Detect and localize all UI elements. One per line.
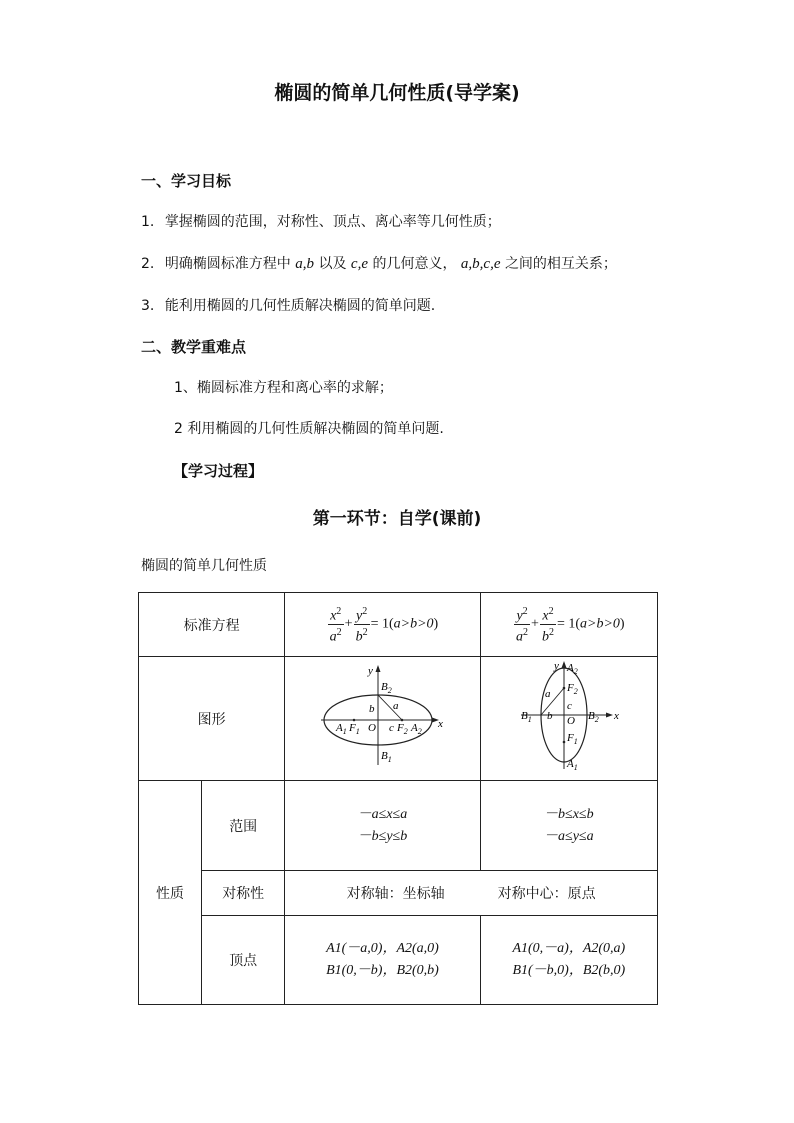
range-horizontal: －a≤x≤a －b≤y≤b <box>285 781 480 871</box>
section2-heading: 二、教学重难点 <box>141 338 247 356</box>
goal-text: 掌握椭圆的范围，对称性、顶点、离心率等几何性质； <box>164 214 501 230</box>
row-label-standard: 标准方程 <box>139 593 285 657</box>
keypoint-item: 2 利用椭圆的几何性质解决椭圆的简单问题. <box>174 421 444 437</box>
page-title: 椭圆的简单几何性质(导学案) <box>274 82 520 104</box>
svg-text:A2: $A_2$ <box>411 722 423 736</box>
svg-text:x: x <box>438 718 444 730</box>
goal-text: 的几何意义， <box>372 256 457 272</box>
stage-heading: 第一环节：自学(课前) <box>312 509 482 529</box>
keypoint-item: 1、椭圆标准方程和离心率的求解； <box>174 380 393 396</box>
goal-num: 3. <box>141 298 155 314</box>
var-ce: c,e <box>350 256 368 272</box>
process-heading: 【学习过程】 <box>173 462 264 480</box>
svg-text:F1: $F_1$ <box>566 732 578 746</box>
goal-text: 以及 <box>318 256 347 272</box>
svg-text:A1: $A_1$ <box>336 722 348 736</box>
range-label: 范围 <box>202 781 285 871</box>
svg-text:b: b <box>546 710 553 722</box>
goal-item-3 <box>141 295 435 315</box>
svg-text:y: y <box>368 665 374 677</box>
svg-text:a: a <box>393 700 399 712</box>
svg-text:A2: $A_2$ <box>566 662 578 676</box>
svg-text:c: c <box>566 700 572 712</box>
properties-table <box>138 592 658 1005</box>
goal-text: 能利用椭圆的几何性质解决椭圆的简单问题. <box>164 298 436 314</box>
equation-vertical: $\frac{y^2}{a^2}$ + $\frac{x^2}{b^2}$ = 1(a>b>0) <box>480 593 657 657</box>
row-label-properties: 性质 <box>139 781 202 1005</box>
svg-text:F1: $F_1$ <box>349 722 361 736</box>
vertex-horizontal: A1(－a,0)，A2(a,0) B1(0,－b)，B2(0,b) <box>285 916 480 1005</box>
svg-text:b: b <box>369 703 375 715</box>
vertex-label: 顶点 <box>202 916 285 1005</box>
svg-text:c: c <box>389 722 395 734</box>
svg-text:a: a <box>544 688 551 700</box>
goal-item-2 <box>141 253 617 273</box>
goal-item-1 <box>141 211 501 231</box>
svg-text:F2: $F_2$ <box>566 682 578 696</box>
var-abce: a,b,c,e <box>460 256 501 272</box>
figure-horizontal-ellipse <box>285 657 480 781</box>
figure-vertical-ellipse <box>480 657 657 781</box>
goal-text: 明确椭圆标准方程中 <box>164 256 291 272</box>
svg-text:A1: $A_1$ <box>566 758 578 772</box>
svg-text:B2: $B_2$ <box>381 681 393 695</box>
svg-text:x: x <box>613 710 619 722</box>
section1-heading: 一、学习目标 <box>141 172 232 190</box>
svg-text:F2: $F_2$ <box>397 722 409 736</box>
symmetry-axis: 对称轴：坐标轴 <box>346 886 445 902</box>
goal-text: 之间的相互关系； <box>504 256 617 272</box>
symmetry-center: 对称中心：原点 <box>497 886 596 902</box>
svg-text:B2: $B_2$ <box>587 710 599 724</box>
range-vertical: －b≤x≤b －a≤y≤a <box>480 781 657 871</box>
var-ab: a,b <box>295 256 315 272</box>
equation-horizontal: $\frac{x^2}{a^2}$ + $\frac{y^2}{b^2}$ = 1(a>b>0) <box>285 593 480 657</box>
svg-text:O: O <box>566 715 575 727</box>
svg-text:O: O <box>368 722 377 734</box>
vertex-vertical: A1(0,－a)，A2(0,a) B1(－b,0)，B2(b,0) <box>480 916 657 1005</box>
goal-num: 1. <box>141 214 155 230</box>
svg-text:B1: $B_1$ <box>381 750 393 764</box>
row-label-figure: 图形 <box>139 657 285 781</box>
goal-num: 2. <box>141 256 155 272</box>
svg-text:B1: $B_1$ <box>520 710 532 724</box>
symmetry-label: 对称性 <box>202 871 285 916</box>
svg-text:y: y <box>553 660 559 672</box>
symmetry-value <box>285 871 658 916</box>
table-caption: 椭圆的简单几何性质 <box>141 558 267 574</box>
